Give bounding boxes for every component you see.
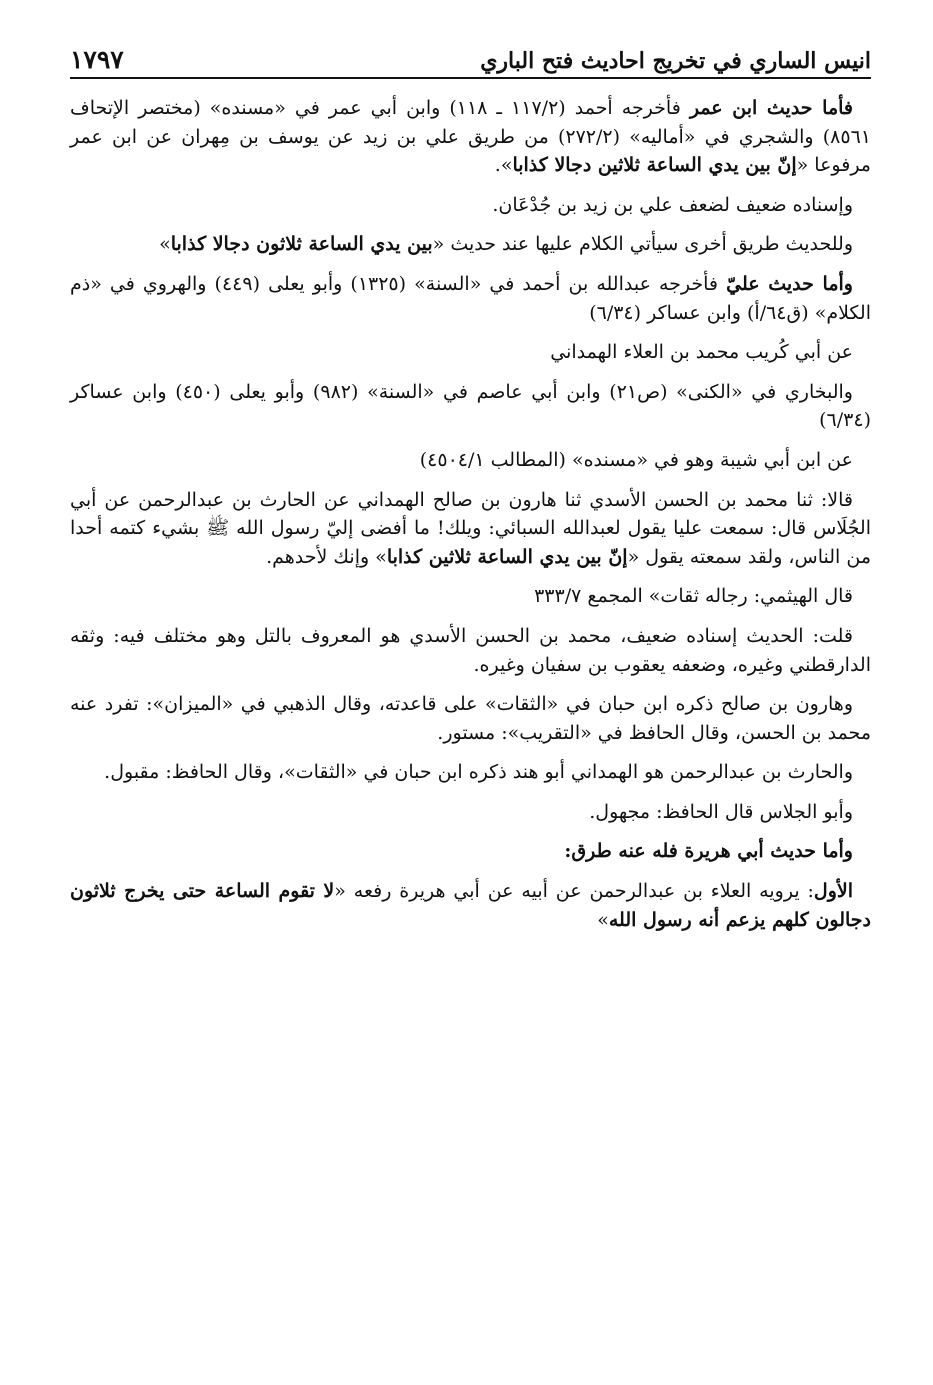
text-run: وأبو الجلاس قال الحافظ: مجهول. — [589, 800, 853, 823]
text-run: ». — [494, 154, 513, 177]
bold-text: فأما حديث ابن عمر — [689, 97, 854, 119]
paragraph — [70, 877, 871, 934]
text-run: وهارون بن صالح ذكره ابن حبان في «الثقات» على قاعدته، وقال الذهبي في «الميزان»: تفرد عنه محمد بن الحسن، وقال الحافظ في «التقريب»: مستور. — [70, 693, 871, 744]
paragraph — [70, 338, 871, 367]
text-run: عن ابن أبي شيبة وهو في «مسنده» (المطالب ٤٥٠٤/١) — [419, 448, 853, 471]
text-run: والبخاري في «الكنى» (ص٢١) وابن أبي عاصم في «السنة» (٩٨٢) وأبو يعلى (٤٥٠) وابن عساكر (٦/٣٤) — [70, 380, 871, 432]
text-run: » — [159, 233, 171, 256]
bold-text: الأول — [813, 880, 854, 903]
text-run: قال الهيثمي: رجاله ثقات» المجمع ٣٣٣/٧ — [534, 585, 853, 608]
text-run: وللحديث طريق أخرى سيأتي الكلام عليها عند حديث « — [432, 233, 853, 256]
running-header — [70, 36, 871, 74]
text-run: عن أبي كُريب محمد بن العلاء الهمداني — [550, 341, 853, 364]
header-rule — [70, 77, 871, 79]
bold-text: إنّ بين يدي الساعة ثلاثين كذابا — [386, 545, 628, 568]
text-run: والحارث بن عبدالرحمن هو الهمداني أبو هند ذكره ابن حبان في «الثقات»، وقال الحافظ: مقبول. — [104, 761, 853, 784]
paragraph — [70, 582, 871, 611]
bold-text: وأما حديث أبي هريرة فله عنه طرق: — [564, 840, 853, 863]
text-run: فأخرجه عبدالله بن أحمد في «السنة» (١٣٢٥) وأبو يعلى (٤٤٩) والهروي في «ذم الكلام» (ق٦٤/أ) وابن عساكر (٦/٣٤) — [70, 272, 871, 324]
text-run: وإسناده ضعيف لضعف علي بن زيد بن جُدْعَان. — [492, 193, 853, 216]
paragraph — [70, 622, 871, 679]
bold-text: وأما حديث عليّ — [726, 272, 853, 295]
paragraph — [70, 378, 871, 435]
paragraph — [70, 94, 871, 180]
text-run: فأخرجه أحمد (١١٧/٢ ـ ١١٨) وابن أبي عمر في «مسنده» (مختصر الإتحاف ٨٥٦١) والشجري في «أماليه» (٢٧٢/٢) من طريق علي بن زيد عن يوسف بن مِهران عن ابن عمر مرفوعا « — [70, 97, 871, 177]
paragraph — [70, 270, 871, 327]
bold-text: لا تقوم الساعة حتى يخرج ثلاثون دجالون كلهم يزعم أنه رسول الله — [70, 880, 871, 931]
paragraph — [70, 798, 871, 827]
page-number: ١٧٩٧ — [70, 45, 124, 74]
text-run: قالا: ثنا محمد بن الحسن الأسدي ثنا هارون بن صالح الهمداني عن الحارث بن عبدالرحمن عن أبي الجُلَاس قال: سمعت عليا يقول لعبدالله السبائي: ويلك! ما أفضى إليّ رسول الله ﷺ بشيء كتمه أحدا من الناس، ولقد سمعته يقول « — [70, 488, 871, 568]
text-run: » وإنك لأحدهم. — [266, 545, 387, 568]
text-run: قلت: الحديث إسناده ضعيف، محمد بن الحسن الأسدي هو المعروف بالتل وهو مختلف فيه: وثقه الدارقطني وغيره، وضعفه يعقوب بن سفيان وغيره. — [70, 624, 871, 676]
paragraph — [70, 191, 871, 220]
text-run: : يرويه العلاء بن عبدالرحمن عن أبيه عن أبي هريرة رفعه « — [334, 880, 814, 903]
paragraph — [70, 758, 871, 787]
bold-text: إنّ بين يدي الساعة ثلاثين دجالا كذابا — [512, 154, 797, 177]
paragraph — [70, 230, 871, 259]
running-title: انيس الساري في تخريج احاديث فتح الباري — [480, 48, 871, 74]
paragraph — [70, 446, 871, 475]
paragraph — [70, 837, 871, 866]
paragraph — [70, 486, 871, 572]
bold-text: بين يدي الساعة ثلاثون دجالا كذابا — [170, 233, 433, 256]
paragraph — [70, 690, 871, 747]
text-run: » — [597, 908, 609, 931]
body-text — [70, 94, 871, 945]
